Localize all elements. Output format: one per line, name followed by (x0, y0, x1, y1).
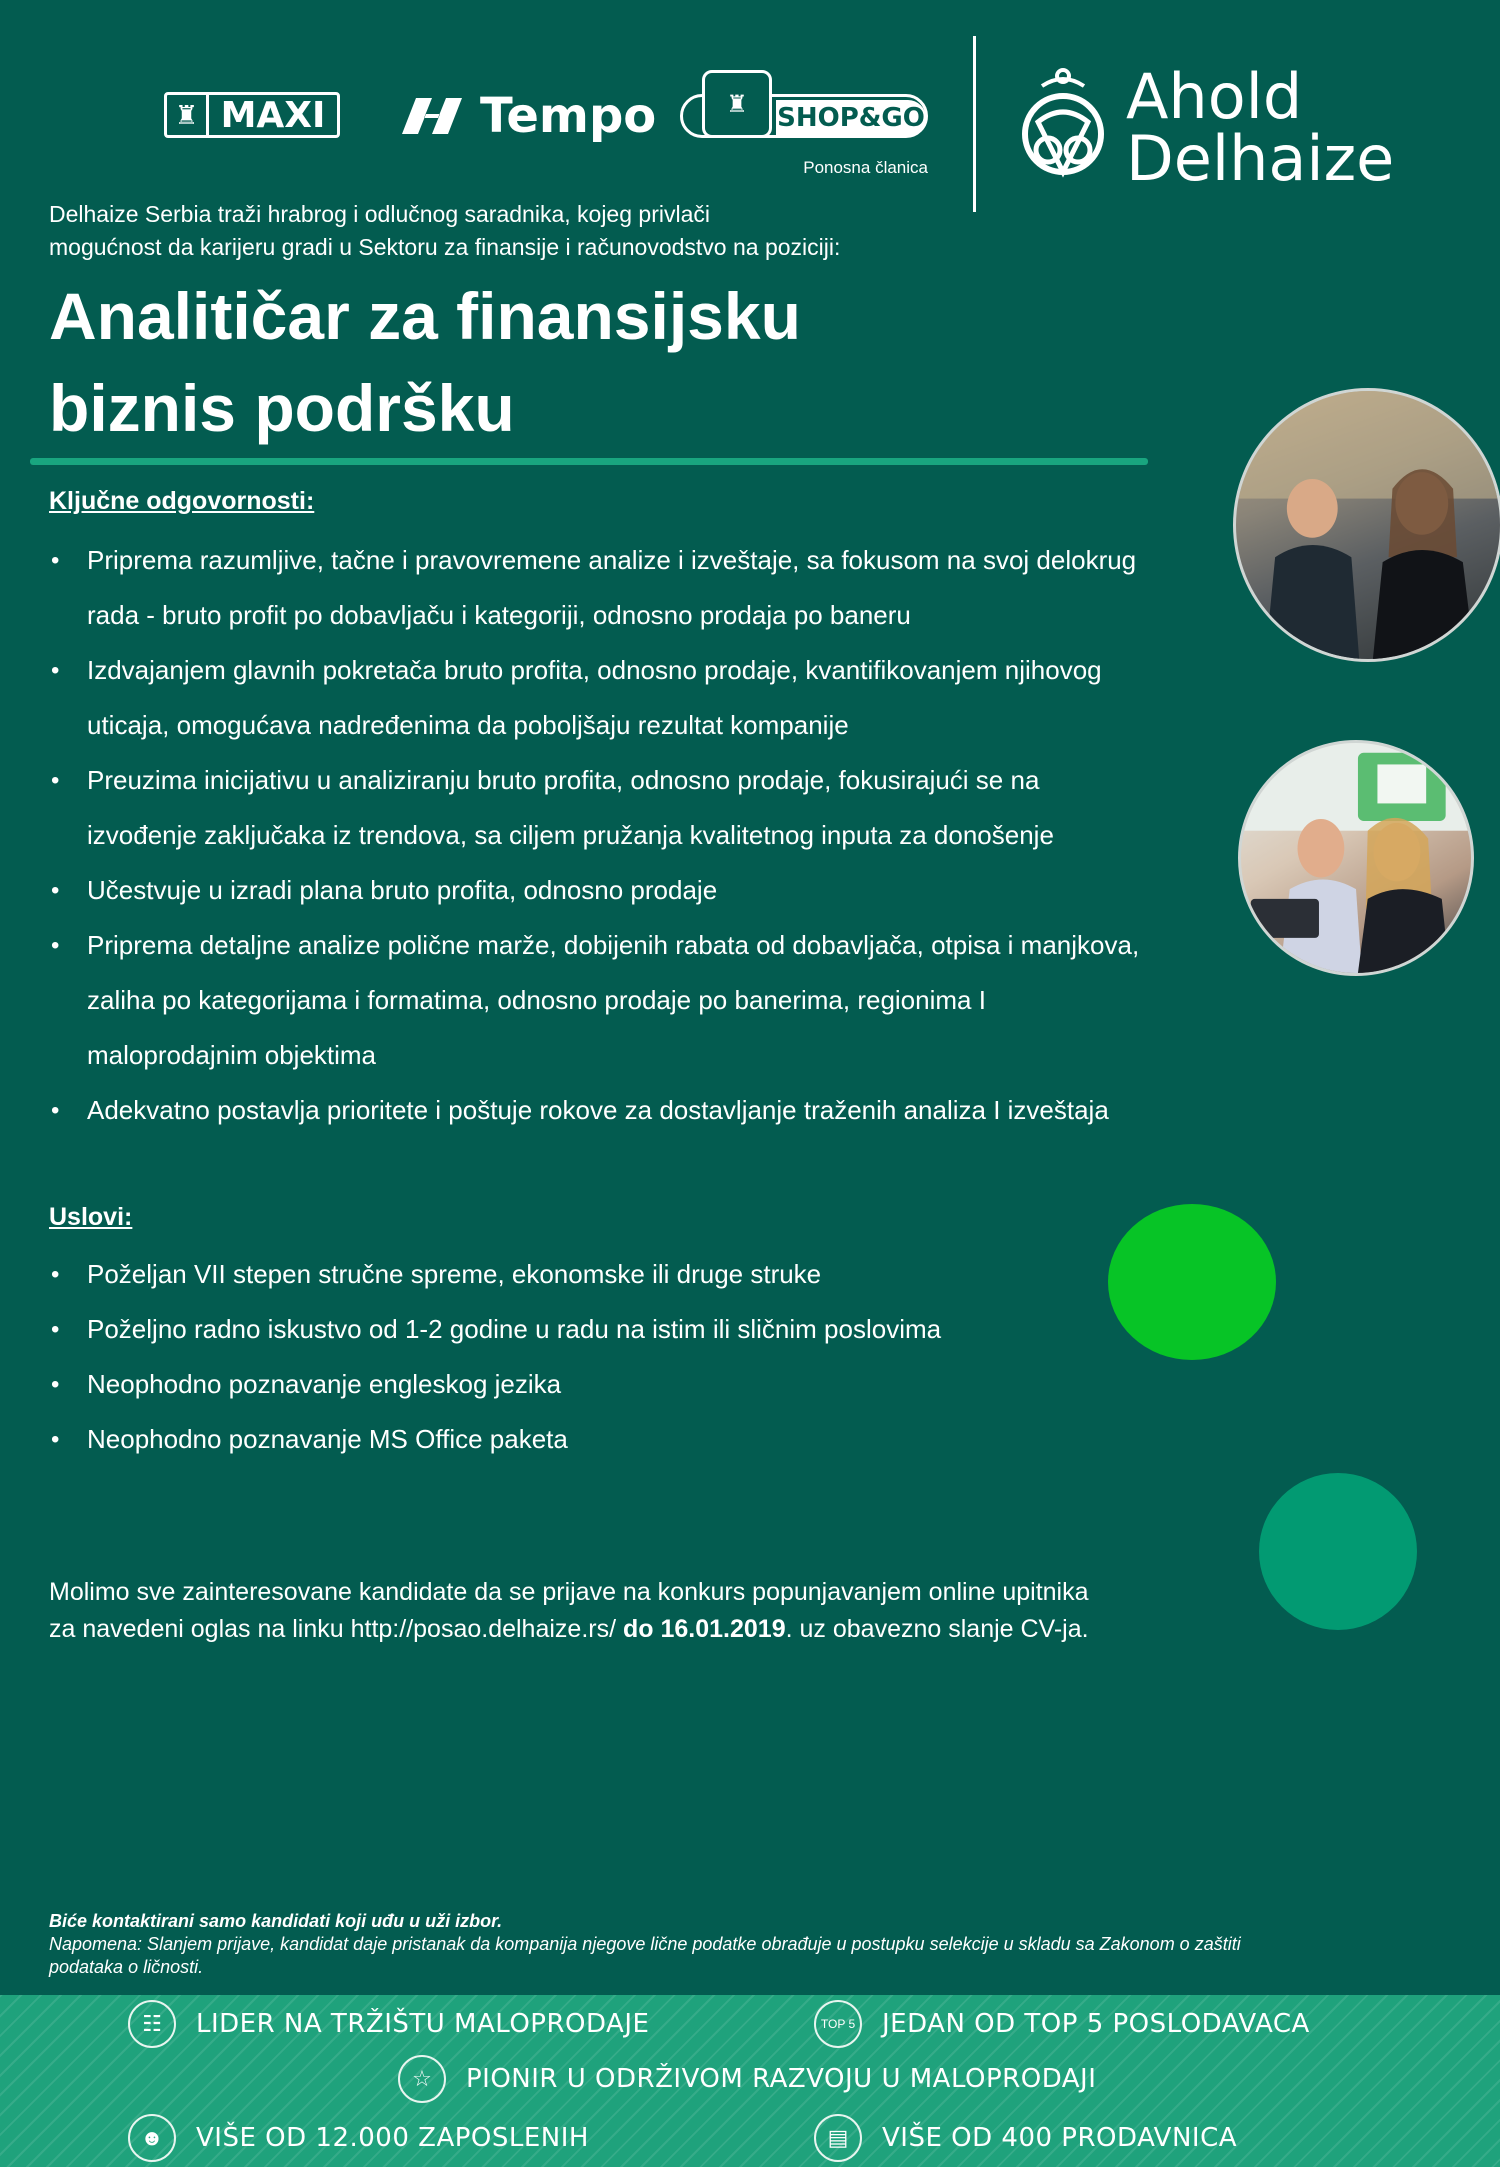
fact-top-employer (814, 2000, 1310, 2048)
intro-line: Delhaize Serbia traži hrabrog i odlučnog saradnika, kojeg privlači (49, 201, 710, 227)
fact-text: PIONIR U ODRŽIVOM RAZVOJU U MALOPRODAJI (466, 2064, 1097, 2094)
maxi-logo-text: MAXI (220, 94, 326, 136)
list-item: • Neophodno poznavanje MS Office paketa (49, 1412, 1099, 1467)
intro-line: mogućnost da karijeru gradi u Sektoru za finansije i računovodstvo na poziciji: (49, 234, 841, 260)
application-deadline: do 16.01.2019 (623, 1615, 786, 1643)
title-underline (30, 458, 1148, 465)
list-item: • Poželjan VII stepen stručne spreme, ekonomske ili druge struke (49, 1247, 1099, 1302)
job-title (49, 270, 949, 454)
apply-instructions (49, 1574, 1279, 1648)
list-item: • Izdvajanjem glavnih pokretača bruto profita, odnosno prodaje, kvantifikovanjem njihovog uticaja, omogućava nadređenima da poboljšaju rezultat kompanije (49, 643, 1239, 753)
ahold-logo-line1: Ahold (1126, 60, 1303, 133)
fact-text: JEDAN OD TOP 5 POSLODAVACA (882, 2009, 1310, 2039)
apply-line: Molimo sve zainteresovane kandidate da se prijave na konkurs popunjavanjem online upitnika (49, 1578, 1089, 1606)
shopgo-logo (680, 70, 930, 140)
colleagues-photo (1238, 740, 1474, 976)
fact-stores (814, 2114, 1237, 2162)
footnote (49, 1910, 1429, 1979)
conditions-heading: Uslovi: (49, 1203, 133, 1231)
responsibilities-list (49, 533, 1239, 1138)
tempo-logo-text: Tempo (480, 88, 657, 144)
decorative-teal-circle (1259, 1473, 1417, 1630)
fact-text: LIDER NA TRŽIŠTU MALOPRODAJE (196, 2009, 650, 2039)
privacy-note: Napomena: Slanjem prijave, kandidat daje pristanak da kompanija njegove lične podatke obrađuje u postupku selekcije u skladu sa Zakonom o zaštiti (49, 1934, 1241, 1954)
apply-line: za navedeni oglas na linku http://posao.delhaize.rs/ do 16.01.2019. uz obavezno slanje CV-ja. (49, 1615, 1089, 1643)
ahold-logo-line2: Delhaize (1126, 122, 1395, 195)
shopgo-logo-text: SHOP&GO (776, 100, 926, 136)
intro-text (49, 198, 949, 264)
list-item: • Preuzima inicijativu u analiziranju bruto profita, odnosno prodaje, fokusirajući se na izvođenje zaključaka iz trendova, sa ciljem pružanja kvalitetnog inputa za donošenje (49, 753, 1239, 863)
list-item: • Priprema razumljive, tačne i pravovremene analize i izveštaje, sa fokusom na svoj delokrug rada - bruto profit po dobavljaču i kategoriji, odnosno prodaja po baneru (49, 533, 1239, 643)
logo-divider (973, 36, 976, 212)
list-item: • Adekvatno postavlja prioritete i poštuje rokove za dostavljanje traženih analiza I izveštaja (49, 1083, 1239, 1138)
team-photo (1233, 388, 1500, 662)
maxi-logo (164, 92, 340, 138)
shortlist-note: Biće kontaktirani samo kandidati koji uđu u uži izbor. (49, 1911, 503, 1931)
privacy-note-cont: podataka o ličnosti. (49, 1957, 204, 1977)
bag-icon: ♜ (702, 70, 772, 138)
conditions-list (49, 1247, 1099, 1467)
proud-member-label: Ponosna članica (803, 158, 928, 177)
tempo-arrow-icon (398, 94, 466, 138)
list-item: • Neophodno poznavanje engleskog jezika (49, 1357, 1099, 1412)
fact-employees (128, 2114, 589, 2162)
list-item: • Učestvuje u izradi plana bruto profita, odnosno prodaje (49, 863, 1239, 918)
job-title-line: biznis podršku (49, 371, 515, 445)
tempo-logo (398, 88, 656, 144)
people-icon: ☻ (128, 2114, 176, 2162)
fact-market-leader (128, 2000, 649, 2048)
fact-text: VIŠE OD 12.000 ZAPOSLENIH (196, 2123, 589, 2153)
stores-icon: ▤ (814, 2114, 862, 2162)
ahold-delhaize-logo (1126, 60, 1395, 195)
trophy-icon: ☷ (128, 2000, 176, 2048)
responsibilities-heading: Ključne odgovornosti: (49, 487, 315, 515)
fact-sustainability (398, 2055, 1096, 2103)
ahold-delhaize-emblem-icon (1018, 62, 1108, 180)
top5-badge-icon: TOP 5 (814, 2000, 862, 2048)
list-item: • Poželjno radno iskustvo od 1-2 godine u radu na istim ili sličnim poslovima (49, 1302, 1099, 1357)
job-title-line: Analitičar za finansijsku (49, 279, 801, 353)
fact-text: VIŠE OD 400 PRODAVNICA (882, 2123, 1238, 2153)
star-icon: ☆ (398, 2055, 446, 2103)
lion-icon: ♜ (167, 95, 209, 135)
decorative-green-circle (1108, 1204, 1276, 1360)
list-item: • Priprema detaljne analize polične marže, dobijenih rabata od dobavljača, otpisa i manjkova, zaliha po kategorijama i formatima, odnosno prodaje po banerima, regionima I maloprodajnim objektima (49, 918, 1239, 1083)
